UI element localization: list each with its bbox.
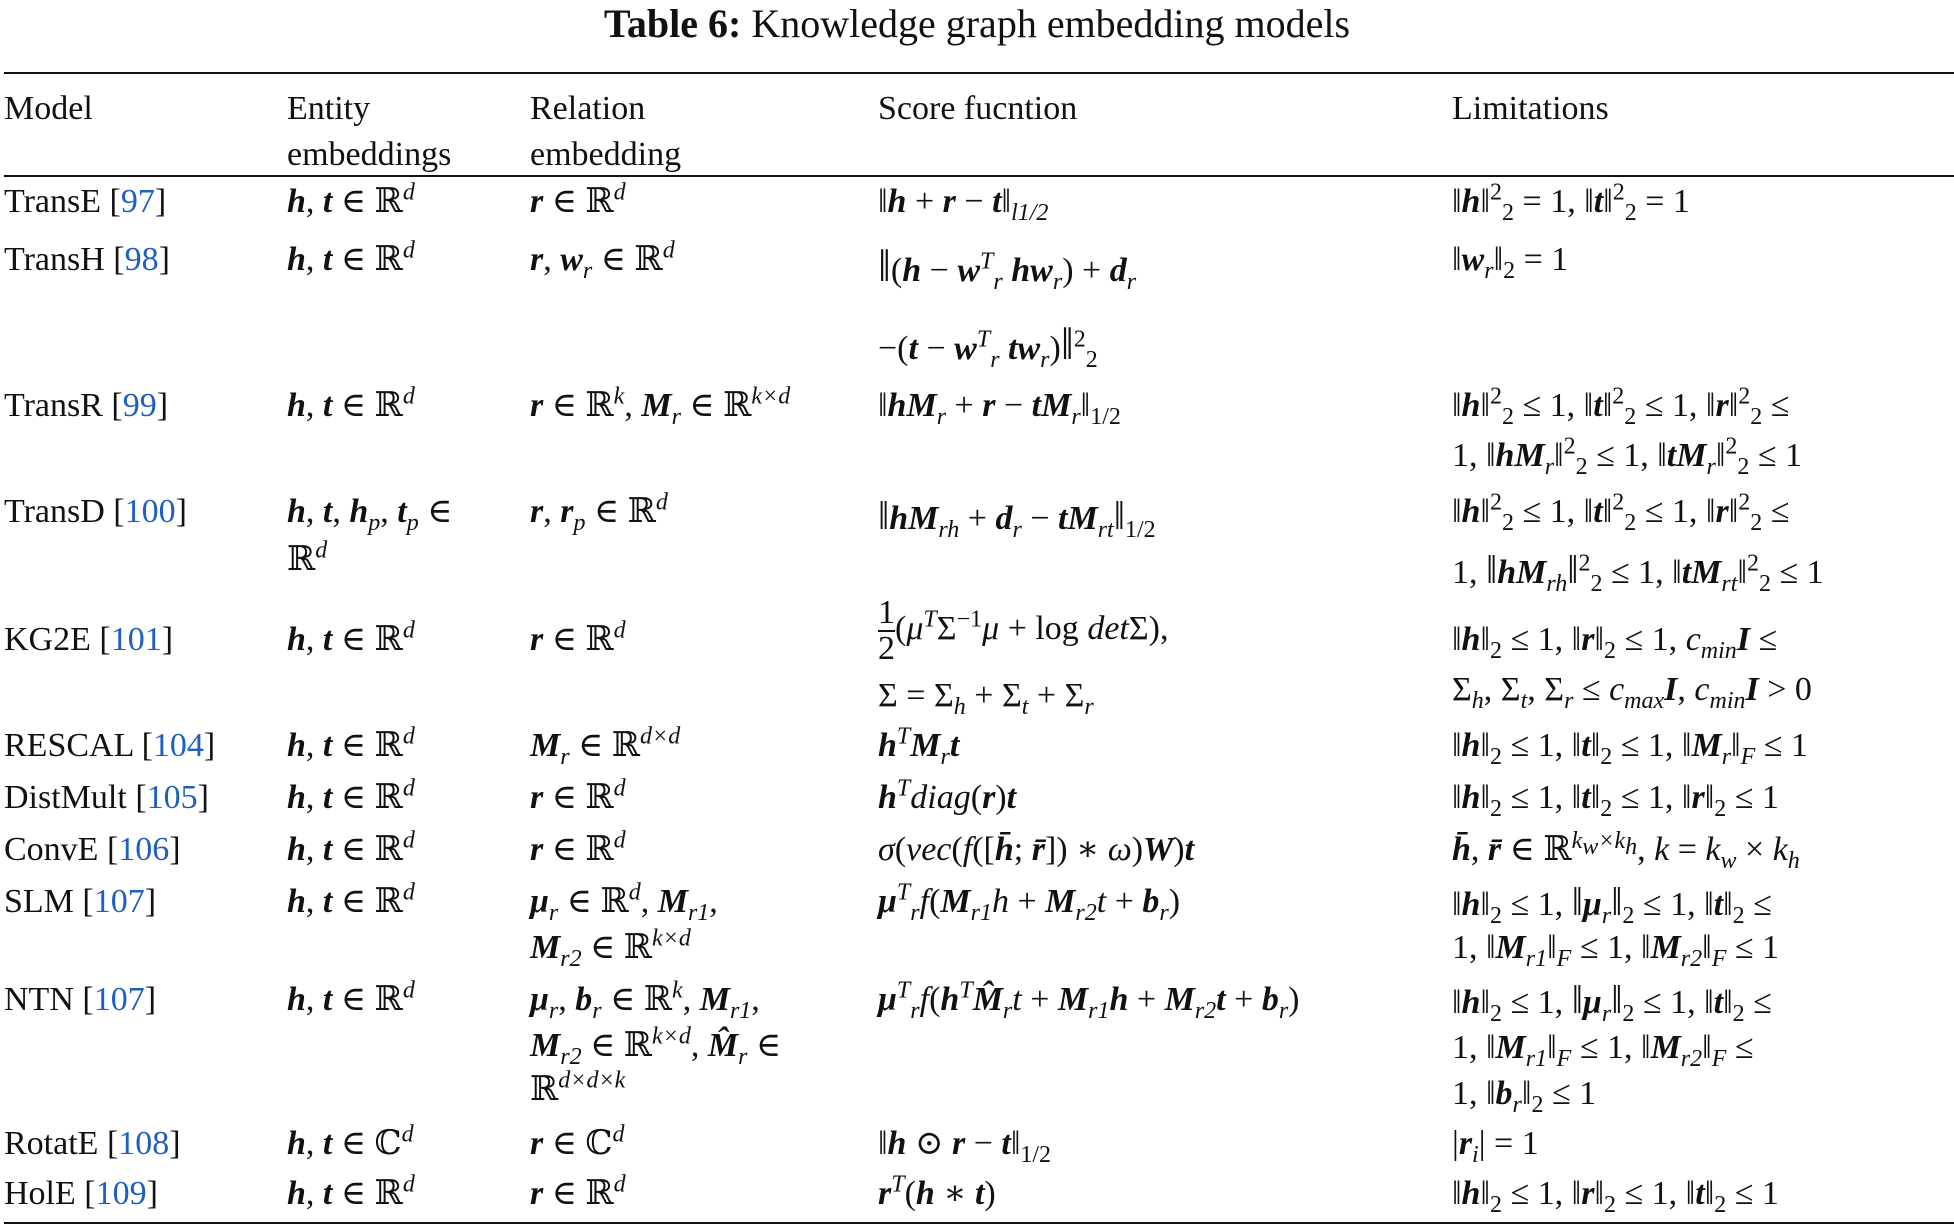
entity-cell: h, t ∈ ℝ$^d$ xyxy=(287,1171,415,1212)
table-label: Table 6: xyxy=(603,1,742,46)
entity-cell: h, t, $h_p$, $t_p$ ∈ xyxy=(287,493,453,536)
score-cell: ‖h ⊙ $r - t‖_{1/2}$ xyxy=(878,1125,1052,1168)
score-cell: $h^Tdiag(r)t$ xyxy=(878,775,1017,816)
limitation-cell: $‖h‖_2 \le 1$, $‖r‖_2 \le 1$, $‖t‖_2 \le 1$ xyxy=(1452,1175,1779,1218)
entity-cell: h, t ∈ ℝ$^d$ xyxy=(287,775,415,816)
limitation-cell: $‖w_r‖_2 = 1$ xyxy=(1452,241,1569,284)
score-cell: ‖h + $r - t‖_{l1/2}$ xyxy=(878,183,1049,226)
header-entity: Entity embeddings xyxy=(287,90,452,173)
table-row-model: ConvE [106] xyxy=(4,831,181,868)
relation-cell: r ∈ ℝ$^d$ xyxy=(530,617,626,658)
header-relation: Relation embedding xyxy=(530,90,682,173)
table-caption xyxy=(0,0,1954,60)
citation-link[interactable]: 108 xyxy=(118,1125,170,1162)
citation-link[interactable]: 104 xyxy=(152,727,204,764)
relation-cell: r ∈ ℝ$^d$ xyxy=(530,1171,626,1212)
limitation-cell-cont: 1, $‖hM_{rh}‖^2_2 \le 1$, $‖tM_{rt}‖^2_2 \le 1$ xyxy=(1452,547,1824,597)
score-cell: $‖hM_r + r$ − $tM_r‖_{1/2}$ xyxy=(878,387,1121,430)
score-cell-cont: $\Sigma = \Sigma_h + \Sigma_t + \Sigma_r$ xyxy=(878,677,1094,720)
entity-cell: h, t ∈ ℝ$^d$ xyxy=(287,179,415,220)
relation-cell: $\mu_r$ ∈ ℝ$^d$, $M_{r1}$, xyxy=(530,879,718,926)
score-cell: $‖hM_{rh} + d_r$ − $tM_{rt}‖_{1/2}$ xyxy=(878,493,1156,543)
citation-link[interactable]: 101 xyxy=(110,621,162,658)
limitation-cell-cont: 1, $‖b_r‖_2 \le 1$ xyxy=(1452,1075,1597,1118)
citation-link[interactable]: 105 xyxy=(146,779,198,816)
entity-cell: h, t ∈ ℝ$^d$ xyxy=(287,617,415,658)
relation-cell-cont: $M_{r2}$ ∈ ℝ$^{k\times d}$ xyxy=(530,925,691,972)
header-model: Model xyxy=(4,90,93,127)
table-row-model: TransR [99] xyxy=(4,387,169,424)
citation-link[interactable]: 107 xyxy=(93,883,145,920)
citation-link[interactable]: 98 xyxy=(124,241,159,278)
table-row-model: RotatE [108] xyxy=(4,1125,181,1162)
entity-cell: h, t ∈ ℝ$^d$ xyxy=(287,977,415,1018)
relation-cell: r, $w_r$ ∈ ℝ$^d$ xyxy=(530,237,675,284)
limitation-cell: $‖h‖_2 \le 1$, $‖\mu_r‖_2 \le 1$, $‖t‖_2$ ≤ xyxy=(1452,977,1772,1027)
table-row-model: HolE [109] xyxy=(4,1175,158,1212)
table-row-model: TransE [97] xyxy=(4,183,167,220)
relation-cell: r ∈ ℝ$^d$ xyxy=(530,775,626,816)
relation-cell: r ∈ ℝ$^k$, $M_r$ ∈ ℝ$^{k\times d}$ xyxy=(530,383,791,430)
entity-cell: h, t ∈ ℝ$^d$ xyxy=(287,723,415,764)
limitation-cell-cont: $\Sigma_h$, $\Sigma_t$, $\Sigma_r \le c_{max}I$, $c_{min}I > 0$ xyxy=(1452,671,1812,714)
score-cell-cont: $-(t - w^T_r$ $tw_r)‖^2_2$ xyxy=(878,318,1098,373)
score-cell: ‖(h − $w^T_r$ $hw_r) + d_r$ xyxy=(878,240,1137,295)
limitation-cell: h̄, r̄ ∈ ℝ$^{k_w\times k_h}$, $k = k_w \times k_h$ xyxy=(1452,827,1800,874)
limitation-cell: $‖h‖_2 \le 1$, $‖t‖_2 \le 1$, $‖M_r‖_F \le 1$ xyxy=(1452,727,1808,770)
limitation-cell-cont: 1, $‖M_{r1}‖_F \le 1$, $‖M_{r2}‖_F$ ≤ xyxy=(1452,1029,1754,1072)
relation-cell: r ∈ ℝ$^d$ xyxy=(530,179,626,220)
entity-cell: h, t ∈ ℝ$^d$ xyxy=(287,237,415,278)
table-row-model: SLM [107] xyxy=(4,883,157,920)
score-cell: $h^TM_rt$ xyxy=(878,723,960,770)
citation-link[interactable]: 100 xyxy=(124,493,176,530)
table-title: Knowledge graph embedding models xyxy=(751,1,1351,46)
limitation-cell: ‖h‖$^2_2$ ≤ 1, ‖t‖$^2_2$ ≤ 1, ‖r‖$^2_2$ ≤ xyxy=(1452,489,1790,536)
table-row-model: NTN [107] xyxy=(4,981,157,1018)
table-row-model: DistMult [105] xyxy=(4,779,209,816)
relation-cell: $\mu_r$, $b_r$ ∈ ℝ$^k$, $M_{r1}$, xyxy=(530,977,760,1024)
score-cell: $\frac{1}{2}$ $(\mu^T\Sigma^{-1}\mu + \log \det\Sigma)$, xyxy=(878,594,1169,667)
table-row-model: RESCAL [104] xyxy=(4,727,216,764)
score-cell: $r^T(h$ ∗ t) xyxy=(878,1171,996,1212)
citation-link[interactable]: 109 xyxy=(95,1175,147,1212)
entity-cell: h, t ∈ ℝ$^d$ xyxy=(287,827,415,868)
citation-link[interactable]: 106 xyxy=(118,831,170,868)
limitation-cell-cont: 1, $‖hM_r‖^2_2 \le 1$, $‖tM_r‖^2_2 \le 1$ xyxy=(1452,433,1803,480)
entity-cell: h, t ∈ ℂ$^d$ xyxy=(287,1121,414,1162)
table-row-model: KG2E [101] xyxy=(4,621,174,658)
relation-cell: $M_r$ ∈ ℝ$^{d\times d}$ xyxy=(530,723,681,770)
bottom-rule xyxy=(4,1222,1954,1224)
limitation-cell-cont: 1, $‖M_{r1}‖_F \le 1$, $‖M_{r2}‖_F \le 1$ xyxy=(1452,929,1780,972)
limitation-cell: ‖h‖$^2_2$ ≤ 1, ‖t‖$^2_2$ ≤ 1, ‖r‖$^2_2$ ≤ xyxy=(1452,383,1790,430)
top-rule xyxy=(4,72,1954,74)
entity-cell-cont: ℝ$^d$ xyxy=(287,537,328,578)
limitation-cell: $‖h‖_2 \le 1$, $‖\mu_r‖_2 \le 1$, $‖t‖_2$ ≤ xyxy=(1452,879,1772,929)
limitation-cell: $‖h‖_2 \le 1$, $‖t‖_2 \le 1$, $‖r‖_2 \le 1$ xyxy=(1452,779,1779,822)
table-row-model: TransD [100] xyxy=(4,493,187,530)
relation-cell: r ∈ ℝ$^d$ xyxy=(530,827,626,868)
entity-cell: h, t ∈ ℝ$^d$ xyxy=(287,879,415,920)
entity-cell: h, t ∈ ℝ$^d$ xyxy=(287,383,415,424)
score-cell: σ(vec(f([h̄; r̄]) ∗ ω)W)t xyxy=(878,831,1195,868)
relation-cell: r, $r_p$ ∈ ℝ$^d$ xyxy=(530,489,668,536)
limitation-cell: ‖h‖$^2_2$ = 1, ‖t‖$^2_2$ = 1 xyxy=(1452,179,1690,226)
header-limitations: Limitations xyxy=(1452,90,1609,127)
citation-link[interactable]: 107 xyxy=(93,981,145,1018)
limitation-cell: $‖h‖_2 \le 1$, $‖r‖_2 \le 1$, $c_{min}I$ ≤ xyxy=(1452,621,1778,664)
header-score: Score fucntion xyxy=(878,90,1078,127)
score-cell: $\mu^T_rf(M_{r1}h + M_{r2}t + b_r)$ xyxy=(878,879,1181,926)
relation-cell-cont: $M_{r2}$ ∈ ℝ$^{k\times d}$, $M̂_r$ ∈ xyxy=(530,1023,782,1070)
relation-cell: r ∈ ℂ$^d$ xyxy=(530,1121,625,1162)
limitation-cell: $|r_i| = 1$ xyxy=(1452,1125,1539,1168)
citation-link[interactable]: 97 xyxy=(120,183,155,220)
score-cell: $\mu^T_rf(h^TM̂_rt + M_{r1}h + M_{r2}t + b_r)$ xyxy=(878,977,1300,1024)
citation-link[interactable]: 99 xyxy=(122,387,157,424)
relation-cell-cont: ℝ$^{d\times d\times k}$ xyxy=(530,1067,626,1108)
table-row-model: TransH [98] xyxy=(4,241,170,278)
